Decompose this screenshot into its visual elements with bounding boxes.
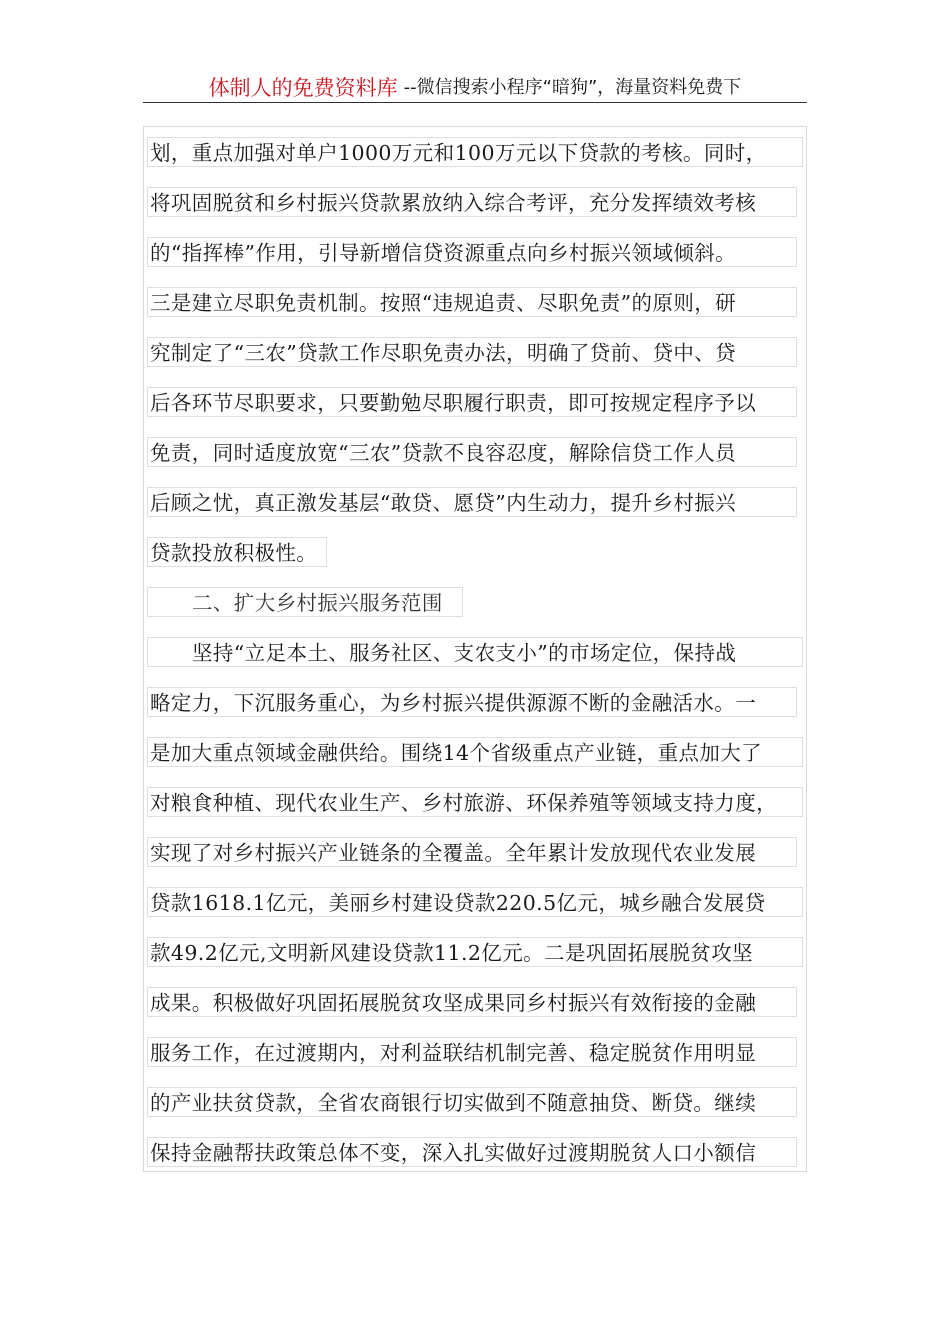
text-line: 究制定了“三农”贷款工作尽职免责办法，明确了贷前、贷中、贷 xyxy=(147,337,797,367)
document-body xyxy=(143,126,807,1172)
text-line: 的“指挥棒”作用，引导新增信贷资源重点向乡村振兴领域倾斜。 xyxy=(147,237,797,267)
header-brand: 体制人的免费资料库 xyxy=(208,76,398,100)
text-line: 贷款投放积极性。 xyxy=(147,537,327,567)
page-header xyxy=(143,72,807,103)
text-line: 免责，同时适度放宽“三农”贷款不良容忍度，解除信贷工作人员 xyxy=(147,437,797,467)
text-line: 的产业扶贫贷款，全省农商银行切实做到不随意抽贷、断贷。继续 xyxy=(147,1087,797,1117)
text-line: 是加大重点领域金融供给。围绕14个省级重点产业链，重点加大了 xyxy=(147,737,803,767)
text-line: 后顾之忧，真正激发基层“敢贷、愿贷”内生动力，提升乡村振兴 xyxy=(147,487,797,517)
text-line: 略定力，下沉服务重心，为乡村振兴提供源源不断的金融活水。一 xyxy=(147,687,797,717)
text-line: 坚持“立足本土、服务社区、支农支小”的市场定位，保持战 xyxy=(147,637,803,667)
section-heading: 二、扩大乡村振兴服务范围 xyxy=(147,587,463,617)
text-line: 保持金融帮扶政策总体不变，深入扎实做好过渡期脱贫人口小额信 xyxy=(147,1137,797,1167)
text-line: 将巩固脱贫和乡村振兴贷款累放纳入综合考评，充分发挥绩效考核 xyxy=(147,187,797,217)
text-line: 划，重点加强对单户1000万元和100万元以下贷款的考核。同时， xyxy=(147,137,803,167)
text-line: 服务工作，在过渡期内，对利益联结机制完善、稳定脱贫作用明显 xyxy=(147,1037,797,1067)
text-line: 后各环节尽职要求，只要勤勉尽职履行职责，即可按规定程序予以 xyxy=(147,387,797,417)
text-line: 三是建立尽职免责机制。按照“违规追责、尽职免责”的原则，研 xyxy=(147,287,797,317)
header-tagline: --微信搜索小程序“暗狗”，海量资料免费下 xyxy=(403,77,742,98)
text-line: 贷款1618.1亿元，美丽乡村建设贷款220.5亿元，城乡融合发展贷 xyxy=(147,887,803,917)
text-line: 成果。积极做好巩固拓展脱贫攻坚成果同乡村振兴有效衔接的金融 xyxy=(147,987,797,1017)
text-line: 实现了对乡村振兴产业链条的全覆盖。全年累计发放现代农业发展 xyxy=(147,837,797,867)
text-line: 对粮食种植、现代农业生产、乡村旅游、环保养殖等领域支持力度， xyxy=(147,787,803,817)
text-line: 款49.2亿元,文明新风建设贷款11.2亿元。二是巩固拓展脱贫攻坚 xyxy=(147,937,803,967)
